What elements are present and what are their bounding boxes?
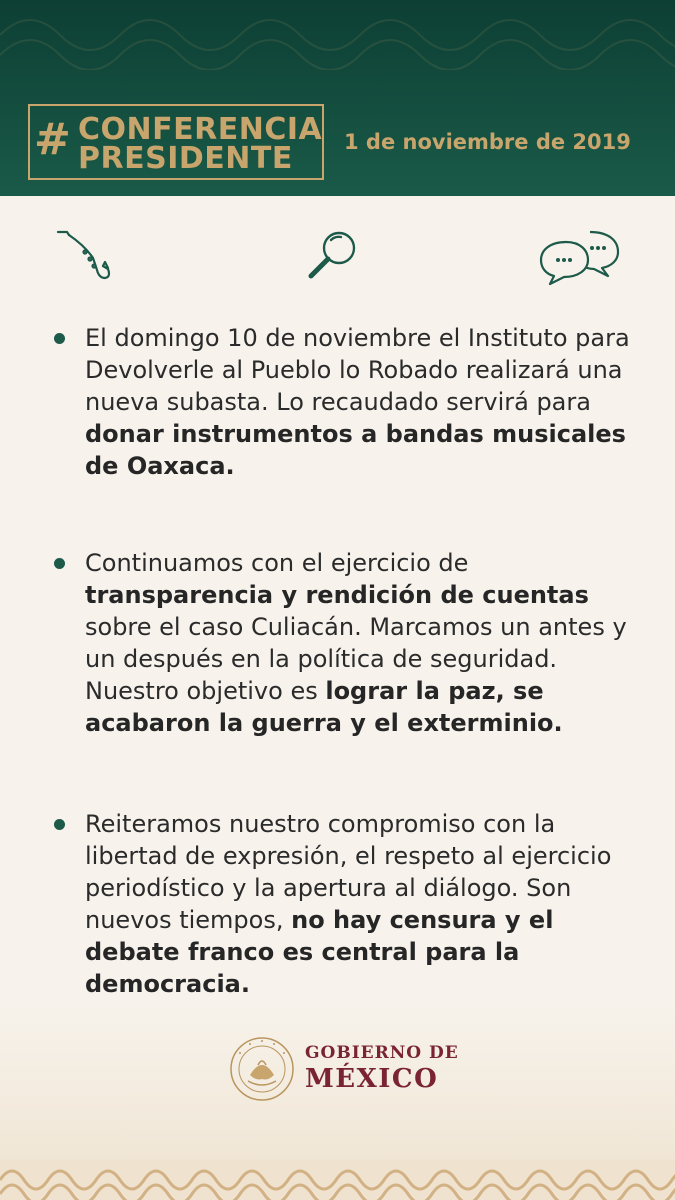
bullet-3-bold: no hay censura y el debate franco es central para la democracia. <box>85 906 554 998</box>
bullet-text-2 <box>85 547 645 739</box>
bullet-1-bold: donar instrumentos a bandas musicales de Oaxaca. <box>85 420 626 480</box>
gobierno-de-label: GOBIERNO DE <box>305 1043 459 1063</box>
bullet-text-3 <box>85 808 645 1000</box>
bullet-2-bold-2: lograr la paz, se acabaron la guerra y el exterminio. <box>85 677 563 737</box>
decorative-border <box>0 1160 675 1200</box>
mexico-label: MÉXICO <box>305 1064 439 1094</box>
bullet-dot <box>54 819 65 830</box>
bullet-2-plain-before: Continuamos con el ejercicio de <box>85 549 469 577</box>
date-label: 1 de noviembre de 2019 <box>344 130 631 154</box>
chat-bubbles-icon <box>538 228 622 288</box>
bullet-1-plain: El domingo 10 de noviembre el Instituto para Devolverle al Pueblo lo Robado realizará una nueva subasta. Lo recaudado servirá para <box>85 324 630 416</box>
bullet-dot <box>54 333 65 344</box>
bullet-2-plain-middle: sobre el caso Culiacán. Marcamos un antes y un después en la política de seguridad. Nuestro objetivo es <box>85 613 627 705</box>
bullet-dot <box>54 558 65 569</box>
hashtag-line2: PRESIDENTE <box>78 141 293 176</box>
bullet-text-1 <box>85 322 645 482</box>
header-pattern <box>0 0 675 70</box>
bullet-3-plain: Reiteramos nuestro compromiso con la libertad de expresión, el respeto al ejercicio periodístico y la apertura al diálogo. Son nuevos tiempos, <box>85 810 612 934</box>
hashtag-symbol: # <box>34 114 71 165</box>
hashtag-line1: CONFERENCIA <box>78 112 323 147</box>
coat-of-arms-seal <box>228 1035 296 1103</box>
saxophone-icon <box>55 228 113 286</box>
bullet-2-bold-1: transparencia y rendición de cuentas <box>85 581 589 609</box>
magnifying-glass-icon <box>303 228 361 286</box>
